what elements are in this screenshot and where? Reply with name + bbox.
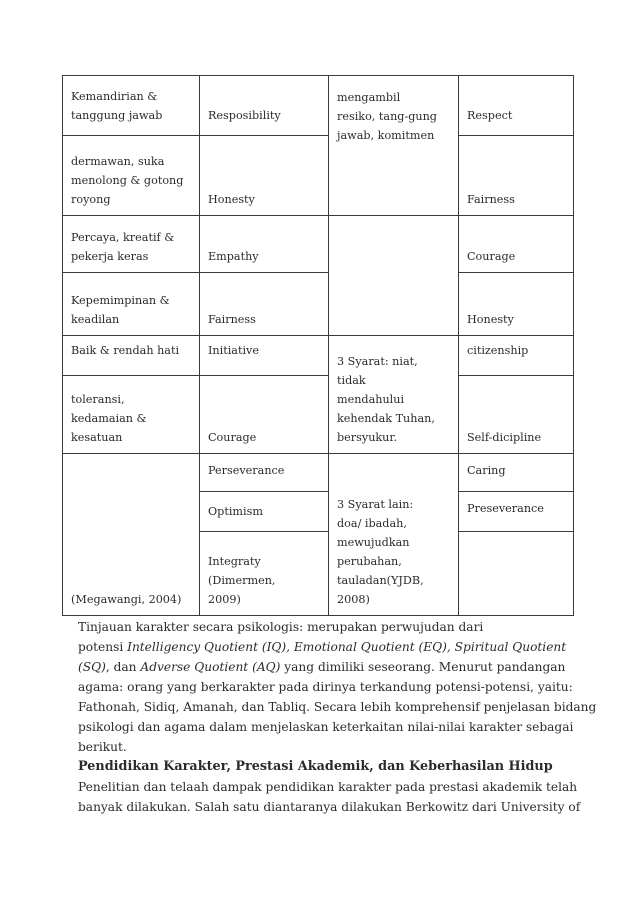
text-run: , dan (105, 660, 141, 674)
cell (329, 336, 459, 454)
cell (63, 216, 200, 273)
character-values-table (62, 75, 574, 616)
cell-text: Optimism (208, 505, 263, 518)
text-line (78, 657, 578, 677)
cell-text: bersyukur. (337, 431, 398, 444)
text-line: banyak dilakukan. Salah satu diantaranya dilakukan Berkowitz dari University of (78, 800, 581, 814)
text-line: Tinjauan karakter secara psikologis: merupakan perwujudan dari (78, 620, 484, 634)
cell (459, 216, 574, 273)
cell-text: Baik & rendah hati (71, 344, 180, 357)
cell-text: mewujudkan (337, 536, 410, 549)
cell (459, 492, 574, 532)
cell-text: Courage (208, 431, 257, 444)
table-row (63, 136, 574, 216)
table-row (63, 76, 574, 136)
cell (459, 336, 574, 376)
cell-text: keadilan (71, 313, 120, 326)
cell (63, 273, 200, 336)
cell-text: Self-dicipline (467, 431, 542, 444)
cell (459, 376, 574, 454)
cell-text: Initiative (208, 344, 259, 357)
cell (63, 76, 200, 136)
cell (329, 216, 459, 336)
cell-text: dermawan, suka (71, 155, 165, 168)
cell-text: Resposibility (208, 109, 281, 122)
italic-run: (SQ) (78, 660, 106, 674)
cell-text: Integraty (208, 555, 261, 568)
cell-text: Kemandirian & (71, 89, 158, 103)
cell-text: perubahan, (337, 555, 402, 568)
table-row (63, 376, 574, 454)
cell-text: Honesty (208, 193, 255, 206)
cell (200, 532, 329, 616)
text-line: psikologi dan agama dalam menjelaskan keterkaitan nilai-nilai karakter sebagai (78, 720, 574, 734)
table-row (63, 273, 574, 336)
cell-text: Honesty (467, 313, 514, 326)
cell (200, 454, 329, 492)
cell (329, 454, 459, 616)
cell-text: Courage (467, 250, 516, 263)
cell-text: Respect (467, 109, 513, 122)
cell (200, 216, 329, 273)
cell-text: (Dimermen, (208, 574, 276, 587)
cell-text: resiko, tang-gung (337, 110, 437, 123)
cell-text: Percaya, kreatif & (71, 231, 175, 244)
cell-text: kehendak Tuhan, (337, 412, 435, 425)
cell-text: Preseverance (467, 502, 544, 515)
cell (63, 136, 200, 216)
cell-text: Kepemimpinan & (71, 294, 170, 307)
paragraph (78, 777, 581, 817)
cell-text: Fairness (467, 193, 515, 206)
table-row (63, 336, 574, 376)
cell (200, 376, 329, 454)
cell-text: mendahului (337, 393, 405, 406)
cell-text: tidak (337, 374, 366, 387)
cell (200, 273, 329, 336)
text-run: yang dimiliki seseorang. Menurut pandangan (280, 660, 566, 674)
section-heading: Pendidikan Karakter, Prestasi Akademik, dan Keberhasilan Hidup (78, 759, 553, 774)
cell-text: royong (71, 193, 111, 206)
cell-text: menolong & gotong (71, 174, 184, 187)
cell (459, 76, 574, 136)
text-run: potensi (78, 640, 128, 654)
cell-text: Perseverance (208, 464, 285, 477)
cell (459, 273, 574, 336)
cell-text: pekerja keras (71, 250, 149, 263)
cell (200, 76, 329, 136)
cell (329, 76, 459, 216)
cell (459, 454, 574, 492)
cell-text: kesatuan (71, 431, 123, 444)
cell-text: tauladan(YJDB, (337, 574, 424, 587)
cell-text: toleransi, (71, 393, 125, 406)
text-line: Fathonah, Sidiq, Amanah, dan Tabliq. Secara lebih komprehensif penjelasan bidang (78, 700, 597, 714)
table-row (63, 454, 574, 492)
cell-text: tanggung jawab (71, 108, 163, 122)
cell-text: (Megawangi, 2004) (71, 593, 182, 606)
cell-text: kedamaian & (71, 412, 147, 425)
cell-text: Caring (467, 464, 506, 477)
cell (459, 136, 574, 216)
text-line: agama: orang yang berkarakter pada dirinya terkandung potensi-potensi, yaitu: (78, 680, 573, 694)
cell-text: 2009) (208, 593, 241, 606)
cell (63, 454, 200, 616)
italic-run: Intelligency Quotient (IQ), Emotional Quotient (EQ), Spiritual Quotient (127, 640, 567, 654)
cell-text: jawab, komitmen (337, 129, 435, 142)
cell (200, 336, 329, 376)
cell-text: mengambil (337, 91, 401, 104)
paragraph (78, 617, 597, 757)
cell (459, 532, 574, 616)
cell (63, 336, 200, 376)
cell-text: citizenship (467, 344, 529, 357)
text-line (78, 637, 578, 657)
cell-text: 3 Syarat: niat, (337, 355, 418, 368)
text-line: Penelitian dan telaah dampak pendidikan karakter pada prestasi akademik telah (78, 780, 578, 794)
cell (200, 136, 329, 216)
cell-text: Fairness (208, 313, 256, 326)
table-row (63, 216, 574, 273)
italic-run: Adverse Quotient (AQ) (140, 660, 281, 674)
cell (200, 492, 329, 532)
cell-text: doa/ ibadah, (337, 517, 407, 530)
cell-text: 2008) (337, 593, 370, 606)
cell-text: 3 Syarat lain: (337, 498, 414, 511)
cell (63, 376, 200, 454)
text-line: berikut. (78, 740, 127, 754)
cell-text: Empathy (208, 250, 259, 263)
body-text (78, 617, 597, 817)
